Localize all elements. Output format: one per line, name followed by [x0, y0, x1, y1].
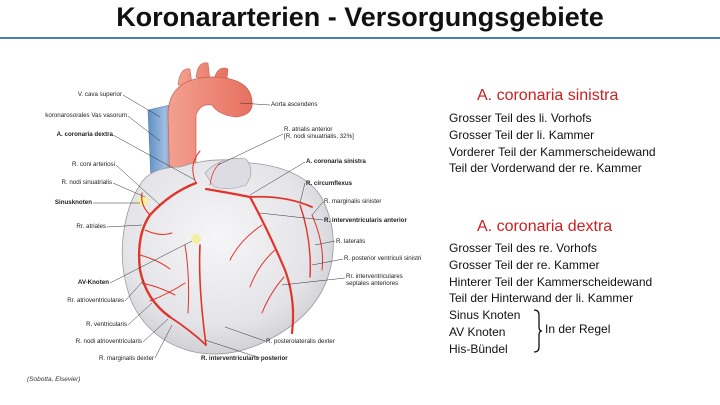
label-r-nodi-sinuatrialis: R. nodi sinuatrialis — [61, 179, 112, 186]
list-item: Vorderer Teil der Kammerscheidewand — [449, 144, 656, 159]
label-septales-anteriores: septales anteriores — [346, 280, 399, 287]
label-koronarosorales: koronarosorales Vas vasorum — [45, 112, 127, 119]
heart-body — [122, 160, 333, 354]
slide-title: Koronararterien - Versorgungsgebiete — [116, 2, 604, 32]
list-item: AV Knoten — [449, 324, 506, 339]
label-rr-atriales: Rr. atriales — [76, 223, 106, 230]
label-rr-interventriculares: Rr. interventriculares — [346, 273, 403, 280]
av-knoten-marker — [191, 234, 201, 244]
curly-bracket — [533, 309, 543, 353]
label-r-lateralis: R. lateralis — [336, 238, 366, 245]
label-r-coni-arteriosi: R. coni arteriosi — [72, 161, 115, 168]
list-item: Hinterer Teil der Kammerscheidewand — [449, 274, 653, 289]
label-av-knoten: AV-Knoten — [77, 279, 109, 286]
sinistra-heading: A. coronaria sinistra — [477, 87, 619, 104]
label-r-marginalis-dexter: R. marginalis dexter — [98, 355, 154, 362]
dextra-list — [449, 240, 652, 358]
label-r-posterior-ventriculi-sinistri: R. posterior ventriculi sinistri — [344, 255, 422, 262]
label-r-nodi-atrioventricularis: R. nodi atrioventricularis — [75, 338, 142, 345]
label-r-interventricularis-anterior: R. interventricularis anterior — [324, 217, 407, 224]
label-a-coronaria-dextra: A. coronaria dextra — [56, 131, 113, 138]
dextra-heading: A. coronaria dextra — [477, 218, 613, 235]
list-item: Grosser Teil des li. Vorhofs — [449, 111, 592, 125]
label-r-atrialis-anterior: R. atrialis anterior — [284, 126, 333, 133]
label-r-marginalis-sinister: R. marginalis sinister — [324, 198, 382, 205]
label-sinusknoten: Sinusknoten — [54, 199, 92, 206]
list-item: Teil der Vorderwand der re. Kammer — [449, 161, 642, 176]
bracket-note: In der Regel — [545, 322, 611, 336]
list-item: Grosser Teil der re. Kammer — [449, 257, 600, 272]
title-divider — [0, 37, 720, 39]
list-item: Teil der Hinterwand der li. Kammer — [449, 291, 634, 306]
label-r-interventricularis-posterior: R. interventricularis posterior — [201, 355, 288, 362]
list-item: Grosser Teil der li. Kammer — [449, 127, 595, 142]
label-aorta-ascendens: Aorta ascendens — [271, 101, 318, 108]
label-v-cava-superior: V. cava superior — [77, 91, 122, 98]
label-r-nodi-sinuatrialis-pct: [R. nodi sinuatrialis, 32%] — [284, 133, 354, 140]
label-rr-atrioventriculares: Rr. atrioventriculares — [67, 297, 124, 304]
list-item: His-Bündel — [449, 341, 508, 356]
label-r-ventricularis: R. ventricularis — [86, 321, 127, 328]
label-r-circumflexus: R. circumflexus — [306, 180, 353, 187]
list-item: Grosser Teil des re. Vorhofs — [449, 241, 597, 255]
figure-credit: (Sobotta, Elsevier) — [27, 376, 81, 383]
sinistra-list — [449, 110, 656, 177]
list-item: Sinus Knoten — [449, 308, 521, 323]
label-r-posterolateralis-dexter: R. posterolateralis dexter — [266, 338, 335, 345]
coronary-arteries-figure — [0, 55, 440, 375]
label-a-coronaria-sinistra: A. coronaria sinistra — [306, 158, 366, 165]
